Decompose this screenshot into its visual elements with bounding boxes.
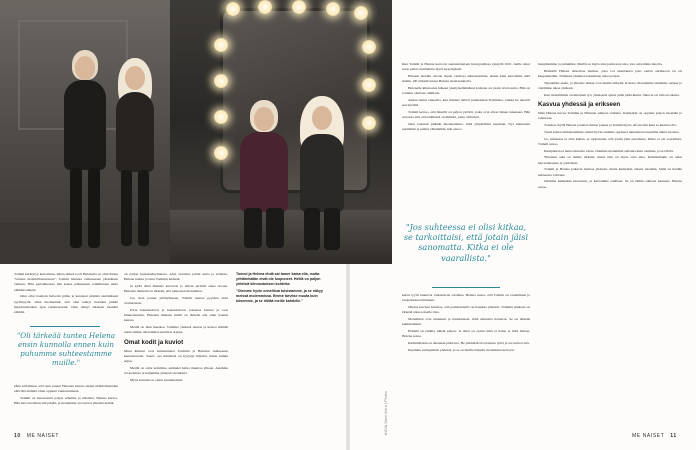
paragraph: Muut ihmiset ovat suhtautuneet Tommin ja Helenan suhteeseen kannustavasti. Saarto osa ihmisistä on kysynyt häneltä, miten kaikki sujuu. [124,348,228,364]
sidebar-caption [236,272,332,307]
paragraph: Meillä on ihan hauskaa. Voimme yhdessä nauraa ja katsoa elämää uusin silmin. Molemmat nauttivat arjesta. [124,325,228,335]
section-subhead: Kasvua yhdessä ja erikseen [538,101,621,108]
bulb-icon [214,38,228,52]
paragraph: Jos, ihan joutuu yllättyäkseen, Tommi nauraa pyytäen tästä avainasiasta. [124,296,228,306]
paragraph: Olen laulanut pitkään huomaamatta, mitä ympärilläni tapahtuu. Nyt kuuntelen enemmän ja puhun vähemmän, hän sanoo. [402,122,530,132]
left-folio [14,433,59,439]
paragraph: Paria kaunistelevat ja kaunistelevat toistensa kanssa ja ovat kiinnostuneita. Helenan mukaan heillä on tärkeää olla sinut itsensä kanssa. [124,308,228,323]
pull-quote: "Jos suhteessa ei olisi kitkaa, se tarkoittaisi, että jotain jäisi sanomatta. Kitka ei ole vaarallista." [403,222,529,263]
paragraph: on paljon keskusteluyhteisaa. Aina avaustus johtui uutta ja erilaista. Helena tuntuu jo tuttu Tommin kädestä. [124,272,228,282]
pull-quote-bar [432,287,500,288]
paragraph: Tässä kohtaa ihmettelemme, miten hyvin olemme oppineet tuntemaan toisemme näinä vuosina. [544,129,680,134]
left-col-2 [124,272,228,385]
paragraph: Ohessa kuvissa huomaa, että pariskunnalla on hauskaa yhdessä. Tommin mukaan on tärkeää antaa toiselle tilaa. [402,305,530,315]
paragraph: Jos suhteessa ei olisi kitkaa, se tarkoittaisi, että jotain jäisi sanomatta. Kitka ei ole vaarallista, Tommi sanoo. [538,136,682,146]
paragraph: Kun molemmilla on kiireinen työ, yhteisestä ajasta pitää pitää kiinni. Siksi se on niin arvokasta. [544,92,680,97]
paragraph: Halusin meidän olevan täysin varmoja suhteestamme, ennen kuin kerromme siitä muille. Oli tärkeää tuntea Helena ensin kunnolla. [402,74,530,84]
paragraph: Elämää on ehditty nähdä paljon. Ja siinä on opittu mitä ei halua ja mitä haluaa, Helena sanoo. [402,329,530,339]
bulb-icon [362,40,376,54]
paragraph: Olen kiitollinen, että olen saanut Helenan kanssa uuden mahdollisuuden elää tätä elämää. Olen oppinut rauhoittumaan. [14,384,118,394]
bulb-icon [214,74,228,88]
left-col-1-tail [14,384,118,408]
left-col-1 [14,272,118,317]
right-col-1 [402,62,530,134]
bulb-icon [226,2,240,16]
paragraph: Helenalle kiinnostus häneen yksityiselämäänsä kohtaan on jotain aivan uutta. Hän on tottunut olemaan omillaan. [402,86,530,96]
paragraph: Tottakai. Kyllä Helena potuttaa minua joskus ja Tommi myös. Aivan niin kuin se kuuluu olla. [544,123,677,127]
bulb-icon [214,110,228,124]
paragraph: Näin Helena kuvaa Tommin ja Helenan suhteen vaiheita. Kumpikin on oppinut paljon itsestään ja toisistaan. [538,111,682,121]
magazine-name: ME NAISET [26,433,60,439]
right-col-2 [538,62,682,191]
page-number: 10 [14,433,21,439]
paragraph: Molemmat ovat tunteneet ja tunnistaneet, mitä suhteelta haluavat. Se on tärkeää kummallekin. [402,317,530,327]
paragraph: Käymme esiintymisiä yhdessä, ja se on meille tärkeää, molemmat kertovat. [408,347,515,352]
paragraph: Brinkillä Helena tarkoittaa matkaa, joka voi suuntautua joko etelän aurinkoon tai eri kaupunkeihin. Tällainen yhteinen tekeminen antaa paljon. [538,68,682,78]
paragraph: Kumpikaan ei halua muuttaa toista. Olemme molemmat sellaisia kuin olemme, ja se riittää. [544,148,674,153]
paragraph: Olen ollut itselleni helvetin julma ja kantanut pitkään sieränäiseni syyllisyyttä. Olen huomannut, että olen tehnyt itsestäni pitkän harjoitusmatkan ajan rakentaessani, Olen tehnyt aikuisen itsenäni elämää. [14,294,118,315]
section-subhead: Omat kodit ja kuviot [124,338,184,346]
paragraph: Tommi on harrastanut paljon urheilua ja ulkoilua, Helena kertoo. Hän harvoin ilman sitä pärjää, ja molemmat arvostavat yhteisiä hetkiä. [14,396,118,406]
paragraph: Tapaamme usein, ja yhteiset hetket ovat meille tärkeitä. Kotona ollessamme laitamme ruokaa ja vietämme aikaa yhdessä. [538,80,682,90]
paragraph: bengaliemme ja puhumme. Meillä on myös aina jokin uusi asia, jota odotamme innolla. [538,62,663,66]
pull-quote-bar [30,326,100,327]
paragraph: Yhteinen aika on meille tärkeää, mutta niin on myös oma aika. Kummallakin on omat harrastuksensa ja ystävänsä. [538,155,682,165]
paragraph: Aluksi tuntui vaikealta, kun ihmiset tulivat juttelemaan Tommista, vaikka he tekevät sen hyvällä. [402,98,530,108]
right-col-1-tail [402,293,530,355]
right-folio [632,433,677,439]
page-number: 11 [670,433,677,439]
couple-photo [0,0,392,264]
standing-woman [112,58,158,248]
bulb-icon [362,78,376,92]
bulb-icon [362,116,376,130]
bulb-icon [258,0,272,14]
paragraph: Meillä on omat kotimme, emmekä halua muuttaa yhteen. Asumme eri kodeissa ja kuljemme yhdessä vierailulla. [124,365,228,376]
caption-paragraph: Tommi ja Helena ehdä sai tamer katsa ella, mutta yrittämistään eivät ole luopuneet. Heillä on paljon yhteisiä kiinnostuksen kohteita. [236,272,321,287]
magazine-name: ME NAISET [632,433,665,439]
caption-paragraph: "Olemme hyvin onnellisia toisistamme, ja se näkyy meissä molemmissa. Emme tarvitse muuta kuin toisemme, ja se riittää meille kahdelle." [236,289,323,304]
bulb-icon [354,6,368,20]
paragraph: Olemme kumpikin kasvaneet, ja kasvamme edelleen. Se on tämän suhteen kauneus, Helena sanoo. [538,179,682,189]
pull-quote: "Oli tärkeää tuntea Helena ensin kunnolla ennen kuin puhumme suhteestamme muille." [17,331,115,367]
paragraph: Kummallakin on takanaan pitkä ura. He ymmärtävät toistensa työtä ja arvostavat sitä. [408,341,530,345]
photo-credit: KUVA Sami Kero | Photo [384,391,388,435]
paragraph: Tommi ja Helena jatkavat matkaa yhdessä, mutta kumpikin omana itsenään. Siinä on heidän suhteensa vahvuus. [538,167,682,177]
paragraph: Ja kyllä siinä mukana kasvavat jo silloin piristää omaa oloaan. Helenan mielestä on tärkeää, että tunnetaan molemmat. [124,284,228,294]
seated-man [236,100,292,250]
standing-man [60,50,110,250]
paragraph: Kun Tommi ja Helena kertovat seurustelustaan Instagramissa syksyllä 2021, heille alkoi sataa paitsi onnitteluita myös kysymyksiä. [402,62,530,72]
seated-woman [294,96,350,252]
bulb-icon [214,146,228,160]
paragraph: Tommi kertoo, että hänellä on paljon ystäviä, jotka ovat olleet hänen tukenaan. Hän arvostaa sitä, että elämässä on ihmisiä, jotka välittävät. [402,110,530,120]
paragraph: Tommi kerkiytyy kertomaan, miten tärkeä rooli Helenalla on ollut hänen "toisena mahdollisuutenaan". Tommi muistaa vaiheessaan yksinäisen vaiheen. Hän parisuhteessa hän kokee päässeensä tommintaan uutta elämänvaihetta. [14,272,118,292]
bulb-icon [292,0,306,14]
bulb-icon [326,2,340,16]
paragraph: Myös kotisiin on otettu suunnitelmia. [130,377,184,382]
paragraph: kebut tyylit tunnuvat vaikuttavan toisiinsa. Helena sanoo, että Tommi on rauhallinen ja tasapainoinen ihminen. [402,293,530,303]
